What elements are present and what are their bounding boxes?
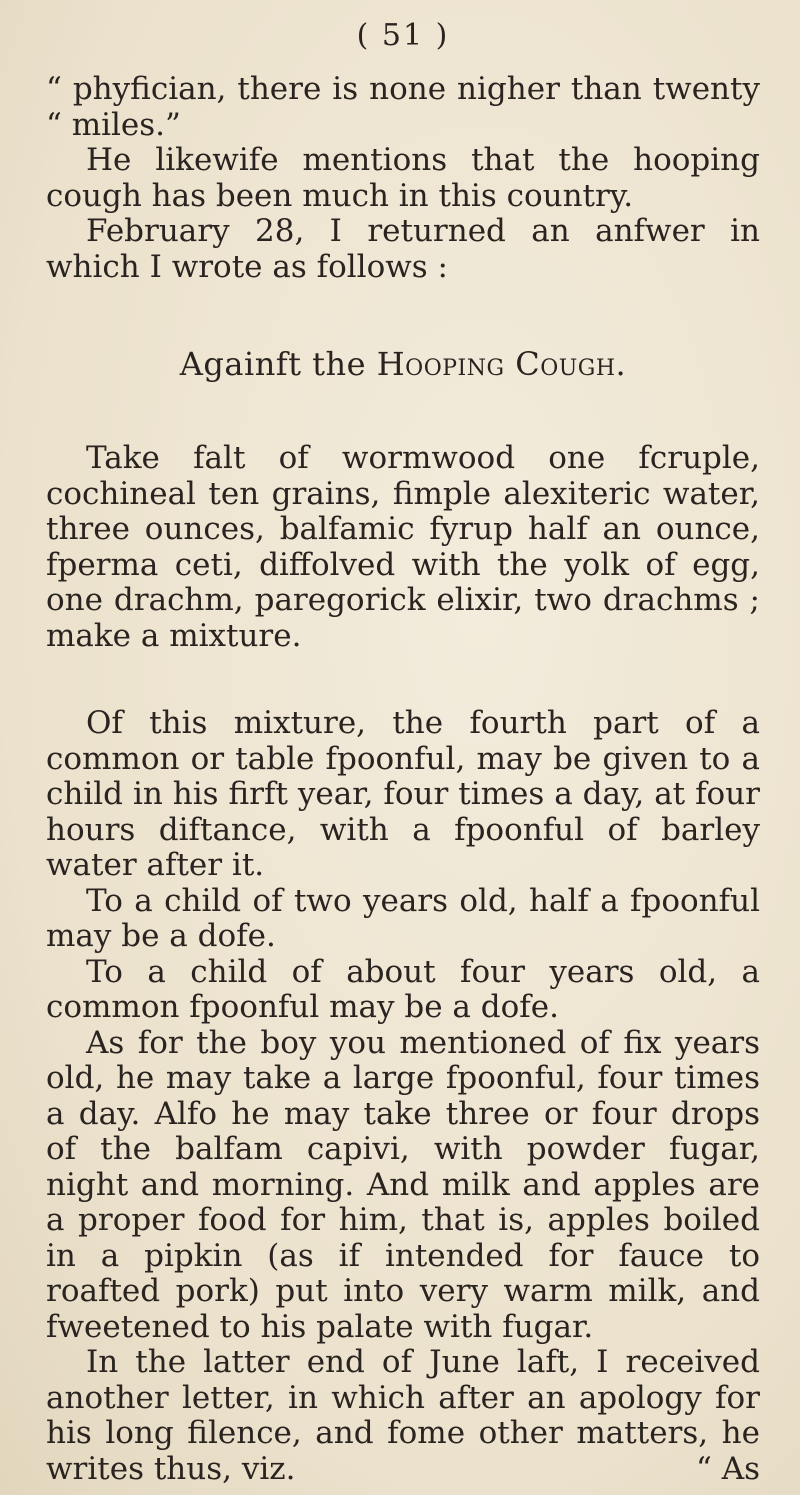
paragraph-spacer <box>46 654 760 706</box>
intro-paragraph-1: He likewife mentions that the hooping cough has been much in this country. <box>46 142 760 214</box>
page-number: ( 51 ) <box>356 18 450 53</box>
dosage-paragraph-3: To a child of about four years old, a common fpoonful may be a dofe. <box>46 953 760 1025</box>
section-heading <box>46 345 760 383</box>
dosage-paragraph-2: To a child of two years old, half a fpoonful may be a dofe. <box>46 882 760 954</box>
letter-paragraph: In the latter end of June laft, I received another letter, in which after an apology for his long filence, and fome other matters, he writes thus, viz. <box>46 1344 760 1487</box>
intro-paragraph-2: February 28, I returned an anfwer in which I wrote as follows : <box>46 213 760 285</box>
quote-line-2: “ miles.” <box>46 106 181 143</box>
heading-title: Hooping Cough. <box>376 345 627 383</box>
dosage-paragraph-1: Of this mixture, the fourth part of a common or table fpoonful, may be given to a child in his firft year, four times a day, at four hours diftance, with a fpoonful of barley water after it. <box>46 705 760 883</box>
recipe-paragraph: Take falt of wormwood one fcruple, cochineal ten grains, fimple alexiteric water, three ounces, balfamic fyrup half an ounce, fperma ceti, diffolved with the yolk of egg, one drachm, paregorick elixir, two drachms ; make a mixture. <box>46 440 760 654</box>
heading-prefix: Againft the <box>179 345 367 383</box>
quote-line-1: “ phyfician, there is none nigher than twenty <box>46 71 760 107</box>
dosage-paragraph-4: As for the boy you mentioned of fix years old, he may take a large fpoonful, four times a day. Alfo he may take three or four drops of the balfam capivi, with powder fugar, night and morning. And milk and apples are a proper food for him, that is, apples boiled in a pipkin (as if intended for fauce to roafted pork) put into very warm milk, and fweetened to his palate with fugar. <box>46 1024 760 1345</box>
catchword: “ As <box>696 1451 760 1487</box>
